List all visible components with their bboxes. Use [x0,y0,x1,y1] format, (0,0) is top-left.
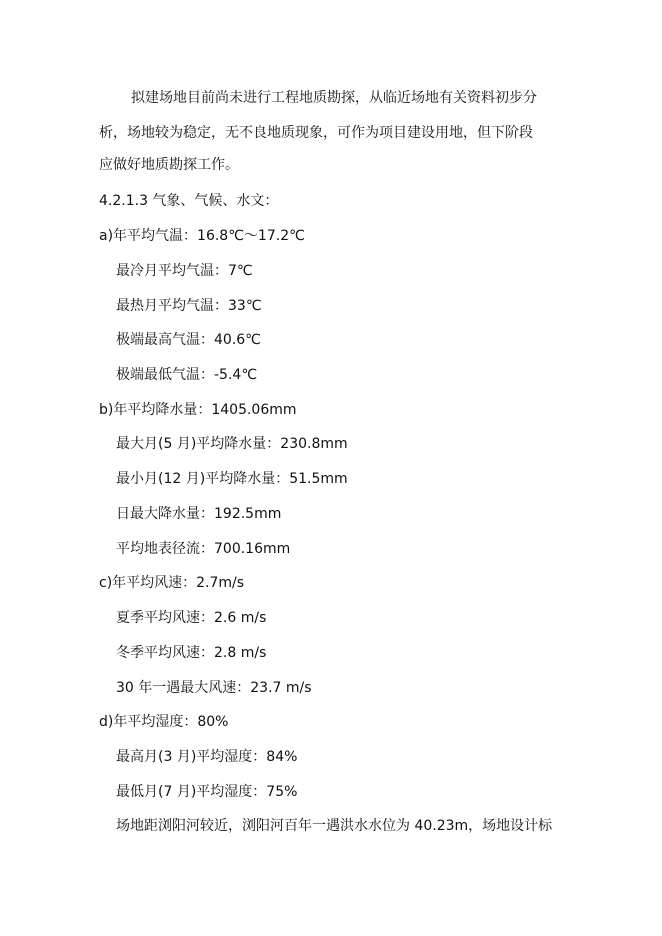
temperature-item: 最热月平均气温：33℃ [116,298,262,314]
intro-line-3: 应做好地质勘探工作。 [99,157,239,173]
section-heading: 4.2.1.3 气象、气候、水文： [99,193,279,209]
precipitation-heading: b)年平均降水量：1405.06mm [99,402,297,418]
precipitation-item: 平均地表径流：700.16mm [116,541,291,557]
temperature-heading: a)年平均气温：16.8℃～17.2℃ [99,228,305,244]
wind-item: 夏季平均风速：2.6 m/s [116,610,267,626]
precipitation-item: 最小月(12 月)平均降水量：51.5mm [116,471,348,487]
intro-line-2: 析，场地较为稳定，无不良地质现象，可作为项目建设用地，但下阶段 [99,125,533,141]
humidity-item: 最高月(3 月)平均湿度：84% [116,749,298,765]
temperature-item: 极端最高气温：40.6℃ [116,332,261,348]
precipitation-item: 日最大降水量：192.5mm [116,506,282,522]
precipitation-item: 最大月(5 月)平均降水量：230.8mm [116,436,348,452]
wind-item: 30 年一遇最大风速：23.7 m/s [116,680,312,696]
temperature-item: 极端最低气温：-5.4℃ [116,367,258,383]
intro-line-1: 拟建场地目前尚未进行工程地质勘探，从临近场地有关资料初步分 [131,90,537,106]
temperature-item: 最冷月平均气温：7℃ [116,263,253,279]
humidity-item: 最低月(7 月)平均湿度：75% [116,784,298,800]
wind-item: 冬季平均风速：2.8 m/s [116,645,267,661]
humidity-heading: d)年平均湿度：80% [99,714,229,730]
closing-line: 场地距浏阳河较近，浏阳河百年一遇洪水水位为 40.23m，场地设计标 [116,818,553,834]
wind-heading: c)年平均风速：2.7m/s [99,575,245,591]
